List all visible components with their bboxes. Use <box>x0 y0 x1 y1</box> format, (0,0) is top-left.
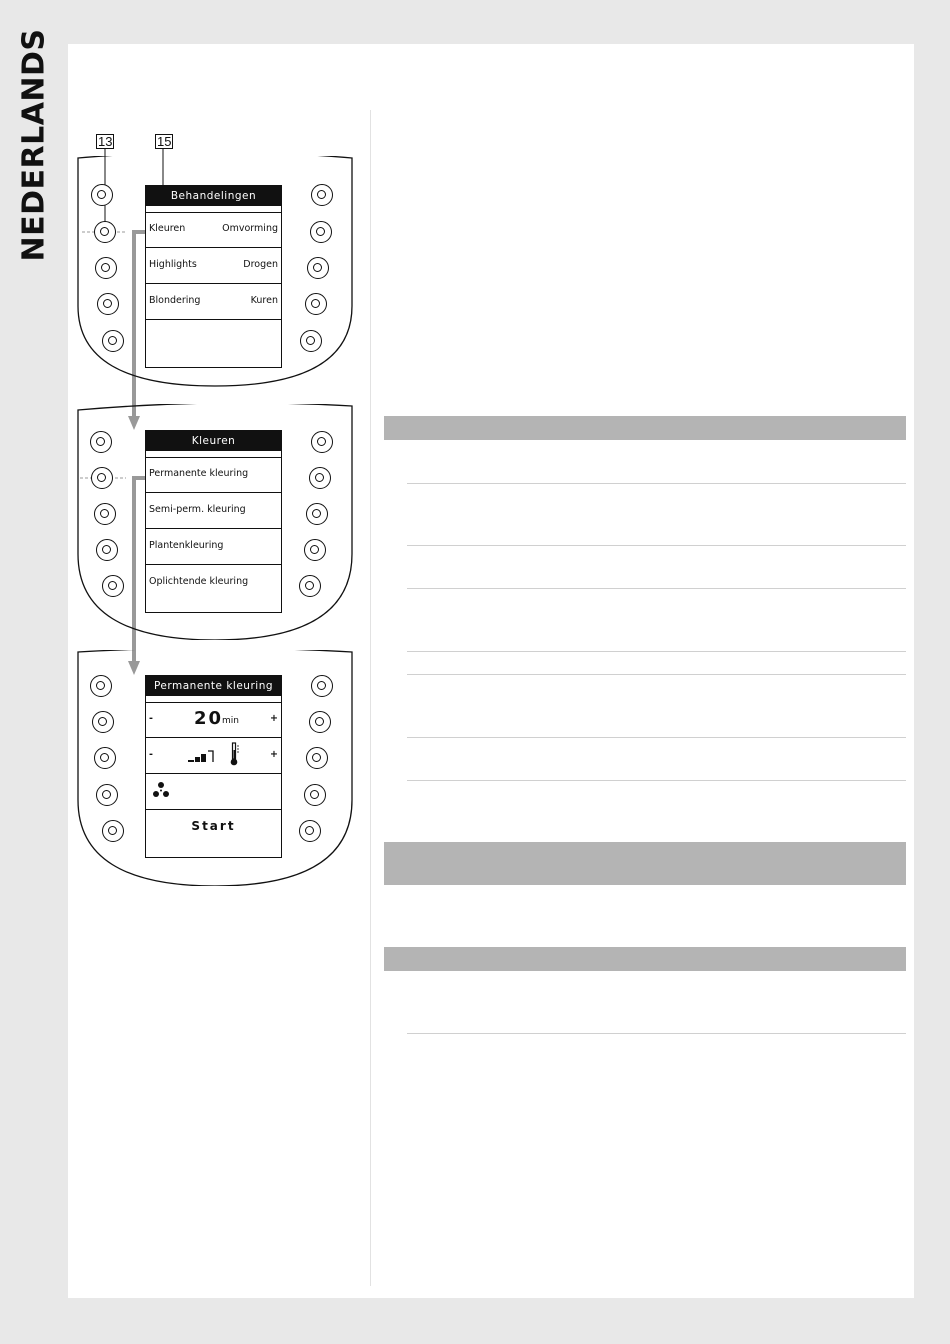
level-increase[interactable]: + <box>270 749 278 760</box>
menu-row[interactable] <box>146 248 281 284</box>
display-screen-behandelingen <box>145 185 282 368</box>
screen-title: Behandelingen <box>146 186 281 212</box>
callout-13: 13 <box>98 134 113 149</box>
callout-15: 15 <box>157 134 172 149</box>
right-button-1[interactable] <box>311 431 333 453</box>
right-button-1[interactable] <box>311 675 333 697</box>
time-decrease[interactable]: - <box>149 713 153 724</box>
menu-item-semi-perm-kleuring[interactable]: Semi-perm. kleuring <box>149 504 246 515</box>
left-button-4[interactable] <box>96 539 118 561</box>
screen-title: Permanente kleuring <box>146 676 281 702</box>
left-button-5[interactable] <box>102 330 124 352</box>
language-side-label: NEDERLANDS <box>16 28 52 262</box>
control-panel-1 <box>76 156 354 392</box>
left-button-2[interactable] <box>92 711 114 733</box>
menu-item-plantenkleuring[interactable]: Plantenkleuring <box>149 540 224 551</box>
display-screen-kleuren <box>145 430 282 613</box>
right-button-5[interactable] <box>299 820 321 842</box>
menu-row[interactable] <box>146 565 281 609</box>
menu-item-drogen[interactable]: Drogen <box>243 259 278 270</box>
menu-row[interactable] <box>146 457 281 493</box>
table-row-divider <box>407 588 906 589</box>
column-divider <box>370 110 371 1286</box>
table-row-divider <box>407 674 906 675</box>
menu-row[interactable] <box>146 493 281 529</box>
menu-item-oplichtende-kleuring[interactable]: Oplichtende kleuring <box>149 576 249 587</box>
table-row-divider <box>407 780 906 781</box>
table-row-divider <box>407 545 906 546</box>
screen-title: Kleuren <box>146 431 281 457</box>
table-row-divider <box>407 737 906 738</box>
table-header-bar-2 <box>384 842 906 885</box>
control-panel-2 <box>76 404 354 640</box>
menu-row-empty <box>146 320 281 364</box>
menu-item-omvorming[interactable]: Omvorming <box>222 223 278 234</box>
table-header-bar-1 <box>384 416 906 440</box>
right-button-4[interactable] <box>304 539 326 561</box>
right-button-1[interactable] <box>311 184 333 206</box>
left-button-1[interactable] <box>91 184 113 206</box>
right-button-3[interactable] <box>306 747 328 769</box>
menu-item-kleuren[interactable]: Kleuren <box>149 223 186 234</box>
left-button-2[interactable] <box>94 221 116 243</box>
control-panel-3 <box>76 650 354 886</box>
menu-item-kuren[interactable]: Kuren <box>250 295 278 306</box>
menu-item-highlights[interactable]: Highlights <box>149 259 197 270</box>
display-screen-permanente-kleuring <box>145 675 282 858</box>
left-button-1[interactable] <box>90 675 112 697</box>
menu-item-blondering[interactable]: Blondering <box>149 295 201 306</box>
left-button-5[interactable] <box>102 575 124 597</box>
time-increase[interactable]: + <box>270 713 278 724</box>
right-button-4[interactable] <box>305 293 327 315</box>
left-button-2[interactable] <box>91 467 113 489</box>
left-button-5[interactable] <box>102 820 124 842</box>
right-button-4[interactable] <box>304 784 326 806</box>
right-button-3[interactable] <box>306 503 328 525</box>
temperature-row <box>146 738 281 774</box>
left-button-3[interactable] <box>94 747 116 769</box>
right-button-2[interactable] <box>309 711 331 733</box>
start-row[interactable] <box>146 810 281 854</box>
right-button-3[interactable] <box>307 257 329 279</box>
right-button-2[interactable] <box>310 221 332 243</box>
table-row-divider <box>407 651 906 652</box>
right-button-5[interactable] <box>300 330 322 352</box>
fan-row <box>146 774 281 810</box>
left-button-1[interactable] <box>90 431 112 453</box>
left-button-4[interactable] <box>97 293 119 315</box>
start-button[interactable]: Start <box>191 819 236 833</box>
menu-row[interactable] <box>146 212 281 248</box>
right-button-5[interactable] <box>299 575 321 597</box>
time-row <box>146 702 281 738</box>
thermometer-icon <box>229 742 241 768</box>
time-unit: min <box>222 716 239 726</box>
level-decrease[interactable]: - <box>149 749 153 760</box>
left-button-3[interactable] <box>94 503 116 525</box>
fan-icon[interactable] <box>152 781 170 801</box>
menu-row[interactable] <box>146 529 281 565</box>
table-row-divider <box>407 1033 906 1034</box>
menu-row[interactable] <box>146 284 281 320</box>
table-header-bar-3 <box>384 947 906 971</box>
left-button-4[interactable] <box>96 784 118 806</box>
menu-item-permanente-kleuring[interactable]: Permanente kleuring <box>149 468 249 479</box>
manual-page <box>68 44 914 1298</box>
left-button-3[interactable] <box>95 257 117 279</box>
right-button-2[interactable] <box>309 467 331 489</box>
table-row-divider <box>407 483 906 484</box>
time-value: 20 <box>194 708 224 729</box>
